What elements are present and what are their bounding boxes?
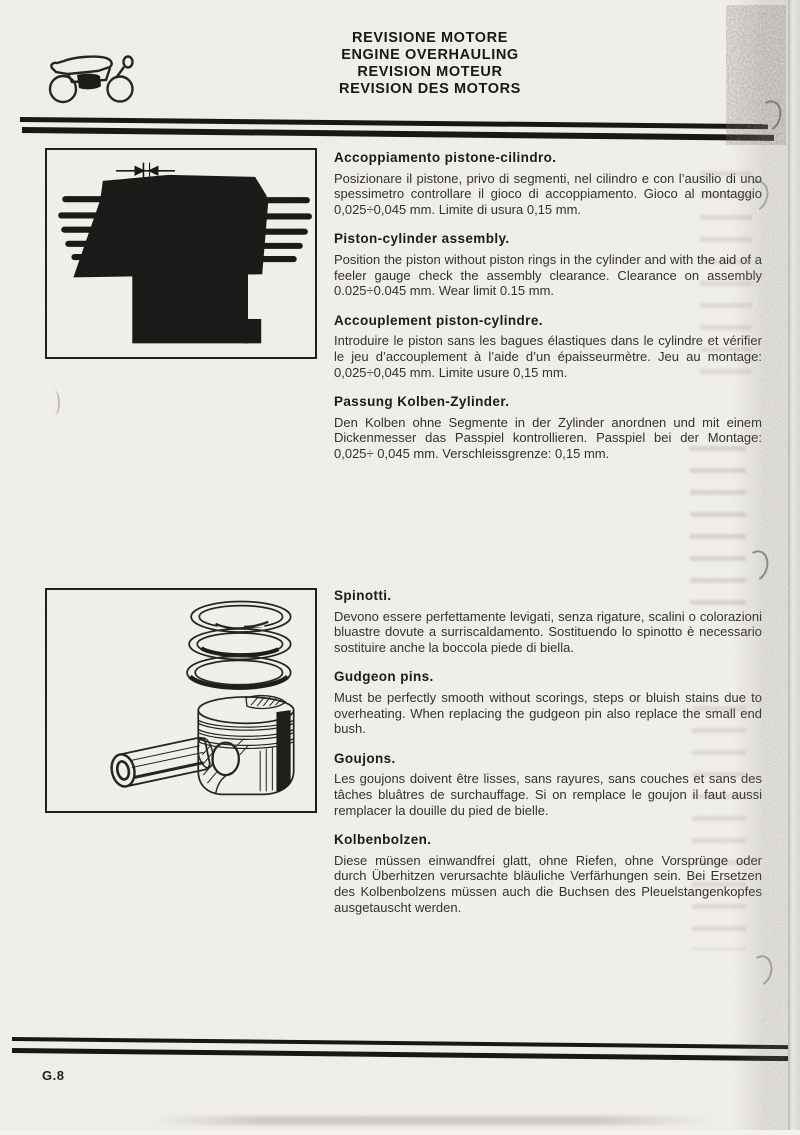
heading-en-piston-cylinder: Piston-cylinder assembly. <box>334 231 510 247</box>
heading-it-accoppiamento: Accoppiamento pistone-cilindro. <box>334 150 557 165</box>
heading-en-gudgeon-pins: Gudgeon pins. <box>334 669 434 685</box>
scan-paren-mark <box>48 390 60 416</box>
scan-edge-band <box>788 0 800 1130</box>
motorcycle-icon <box>44 48 140 106</box>
figure-piston-cylinder-clearance <box>45 148 317 359</box>
top-rule-2 <box>22 127 774 141</box>
binder-ring-mark <box>740 547 773 585</box>
body-de-passung: Den Kolben ohne Segmente in der Zylinder anordnen und mit einem Dickenmesser das Passpiel kontrollieren. Passpiel bei der Montage: 0,025÷ 0,045 mm. Verschleissgrenze: 0,15 mm. <box>334 414 762 461</box>
title-german: REVISION DES MOTORS <box>339 81 521 97</box>
bottom-scan-smudge <box>150 1116 710 1125</box>
page-number: G.8 <box>42 1068 65 1083</box>
heading-de-kolbenbolzen: Kolbenbolzen. <box>334 832 432 848</box>
binder-ring-mark <box>744 952 777 990</box>
title-french: REVISION MOTEUR <box>357 64 503 80</box>
title-italian: REVISIONE MOTORE <box>352 30 508 46</box>
figure-piston-rings-gudgeon-pin <box>45 588 317 813</box>
section-piston-cylinder <box>334 148 762 462</box>
body-en-gudgeon-pins: Must be perfectly smooth without scorings, steps or bluish stains due to overheating. When replacing the gudgeon pin also replace the small end bush. <box>334 689 762 737</box>
heading-it-spinotti: Spinotti. <box>334 588 392 603</box>
heading-fr-accouplement: Accouplement piston-cylindre. <box>334 312 543 328</box>
body-fr-accouplement: Introduire le piston sans les bagues élastiques dans le cylindre et vérifier le jeu d’accouplement à l’aide d’un épaisseurmètre. Jeu au montage: 0,025÷0,045 mm. Limite usure 0,15 mm. <box>334 333 762 380</box>
heading-fr-goujons: Goujons. <box>334 750 396 766</box>
body-de-kolbenbolzen: Diese müssen einwandfrei glatt, ohne Riefen, ohne Vorsprünge oder durch Überhitzen verursachte bläuliche Verfärhungen sein. Bei Ersetzen des Kolbenbolzens müssen auch die Buchsen des Pleuelstangenkopfes ausgetauscht werden. <box>334 852 762 915</box>
binder-ring-mark <box>753 97 786 135</box>
body-it-spinotti: Devono essere perfettamente levigati, senza rigature, scalini o colorazioni bluastre dovute a surriscaldamento. Sostituendo lo spinotto è necessario sostituire anche la boccola piede di biella. <box>334 608 762 655</box>
bottom-rule-2 <box>12 1048 792 1061</box>
body-fr-goujons: Les goujons doivent être lisses, sans rayures, sans couches et sans des tâches bluâtres de surchauffage. Si on remplace le goujon il faut aussi remplacer la douille du pied de bielle. <box>334 771 762 818</box>
body-it-accoppiamento: Posizionare il pistone, privo di segmenti, nel cilindro e con l’ausilio di uno spessimetro controllare il gioco di accoppiamento. Gioco al montaggio 0,025÷0,045 mm. Limite di usura 0,15 mm. <box>334 170 762 217</box>
section-gudgeon-pins <box>334 586 762 915</box>
page-title-block <box>240 30 620 98</box>
heading-de-passung: Passung Kolben-Zylinder. <box>334 394 510 410</box>
body-en-piston-cylinder: Position the piston without piston rings in the cylinder and with the aid of a feeler gauge check the assembly clearance. Clearance on assembly 0.025÷0.045 mm. Wear limit 0.15 mm. <box>334 251 762 299</box>
title-english: ENGINE OVERHAULING <box>341 47 519 63</box>
bottom-rule-1 <box>12 1037 788 1049</box>
